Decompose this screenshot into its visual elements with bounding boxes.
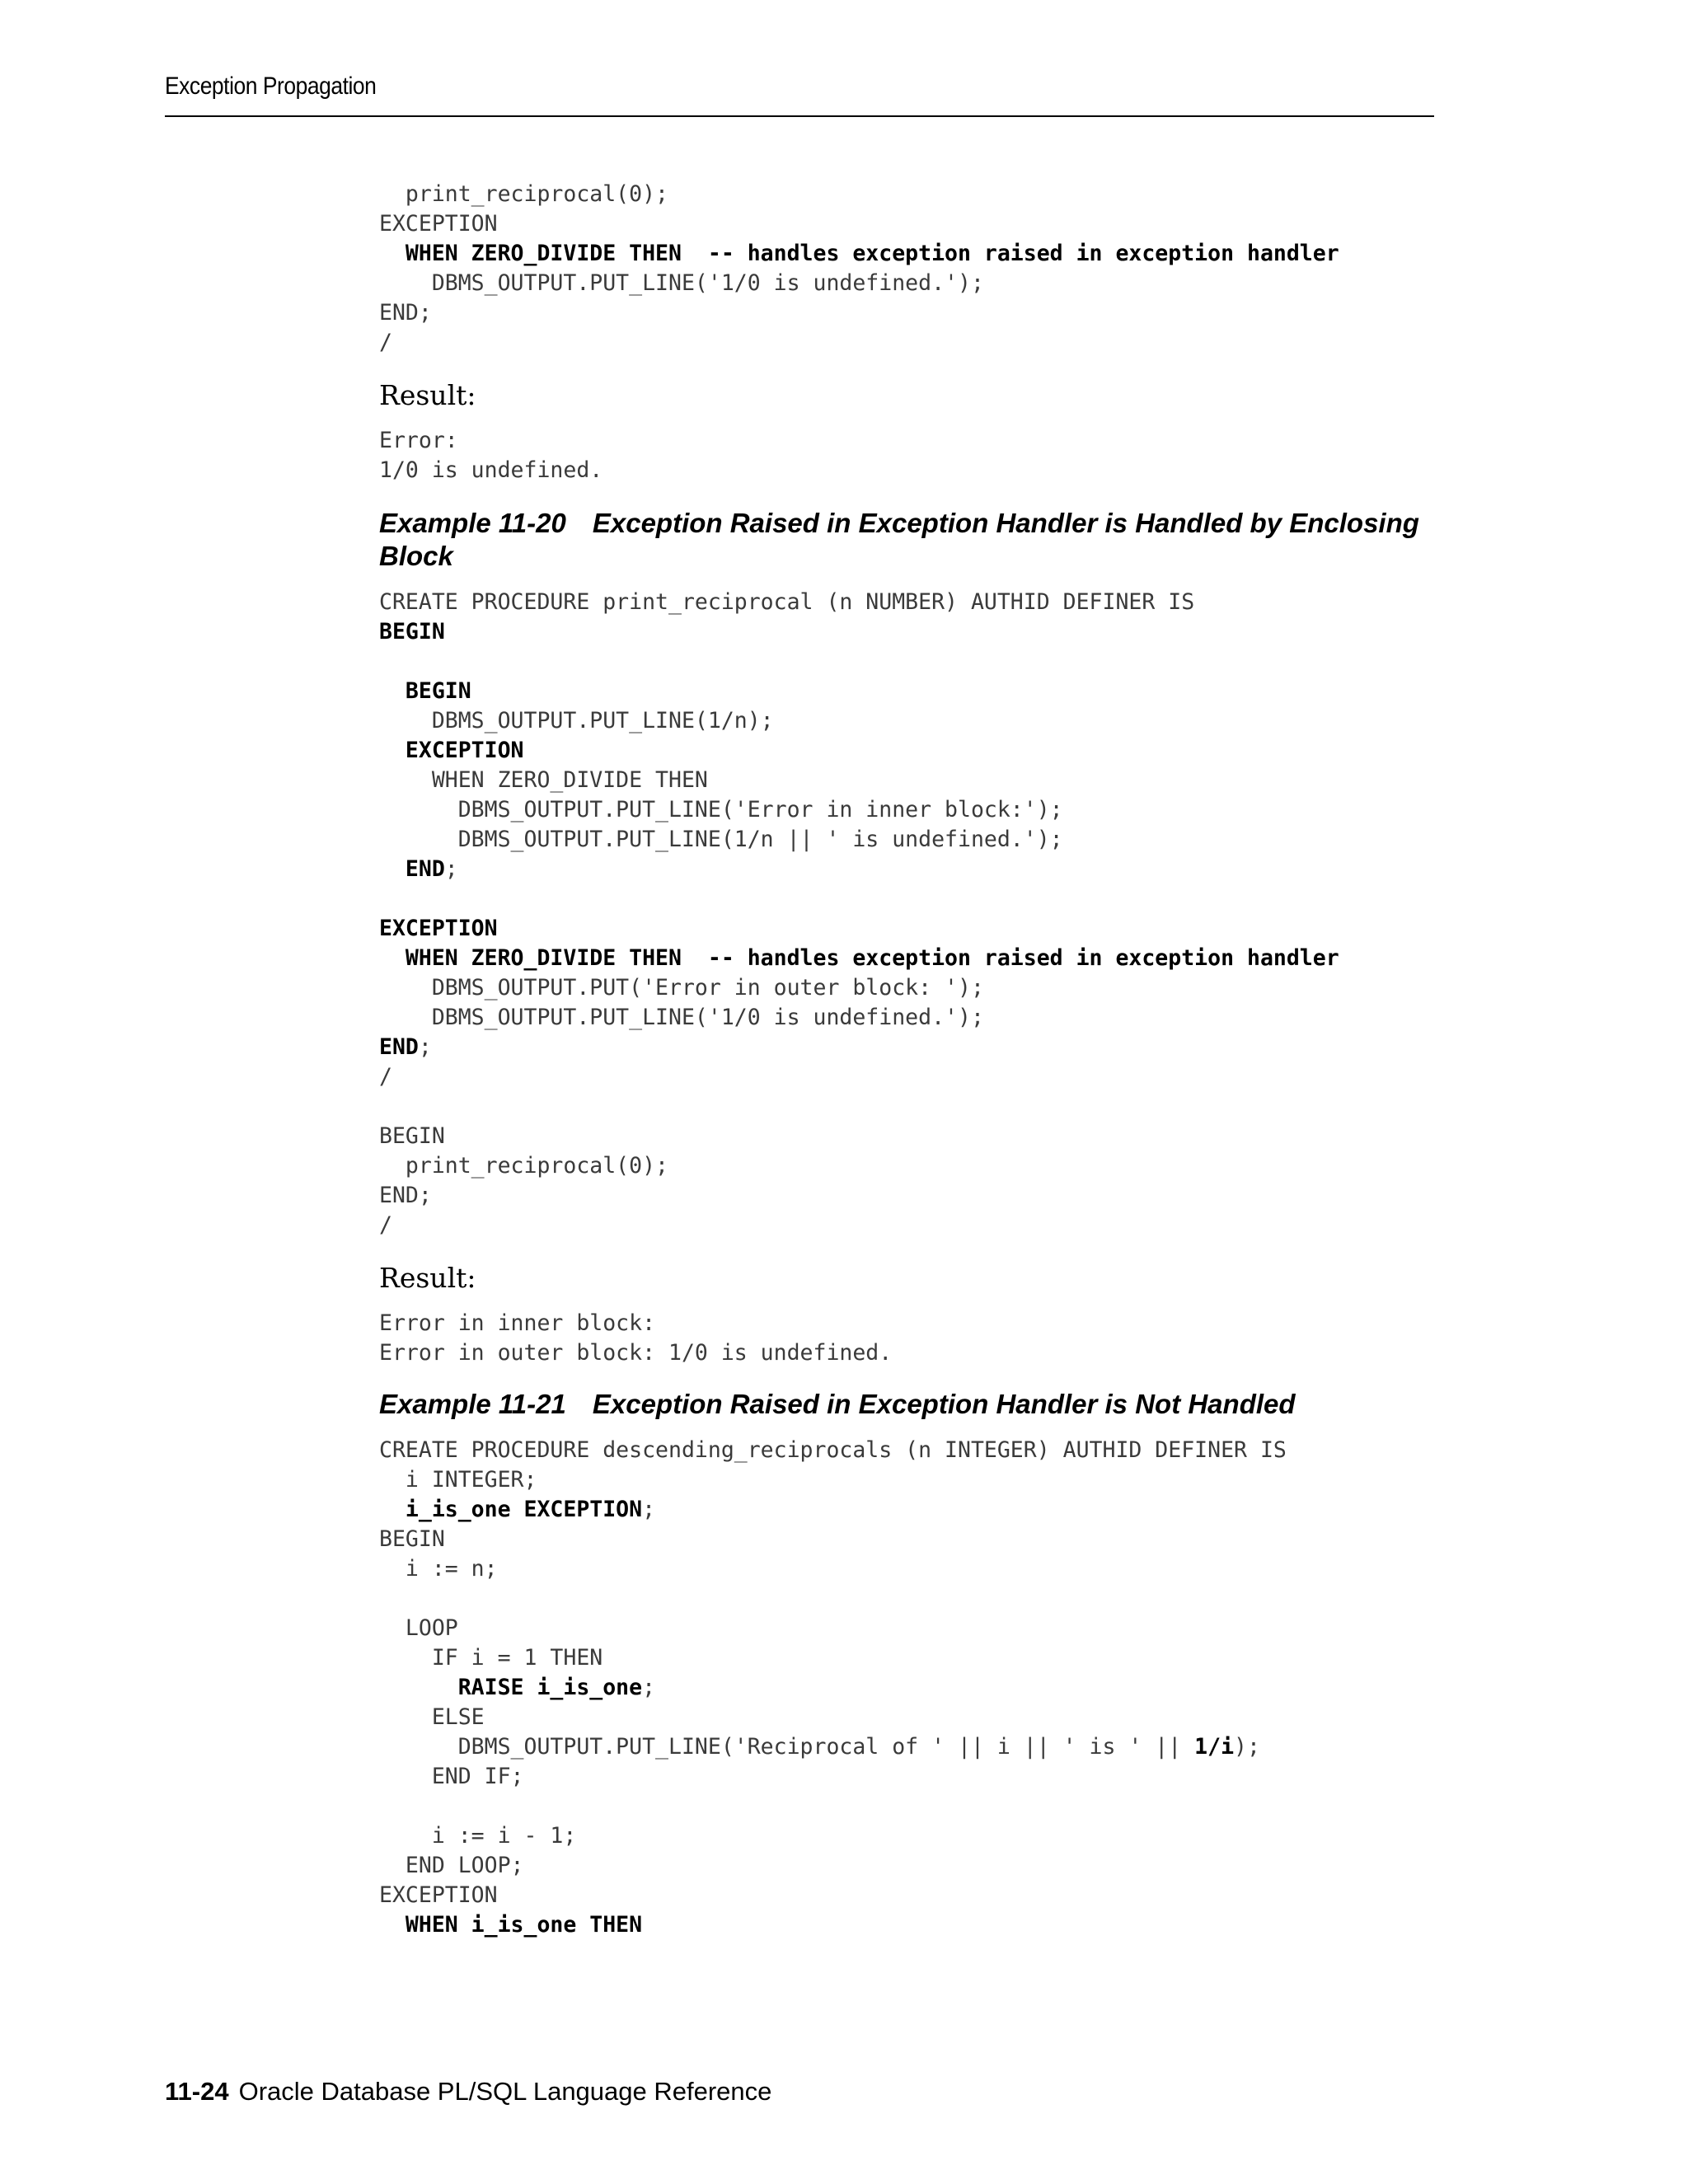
- code-block-continuation: [379, 180, 1442, 358]
- example-caption: Exception Raised in Exception Handler is Not Handled: [592, 1389, 1296, 1419]
- code-line: [379, 1003, 1442, 1033]
- code-text: BEGIN: [379, 1526, 445, 1552]
- code-line: [379, 239, 1442, 269]
- code-line: [379, 1092, 1442, 1122]
- code-text: ;: [642, 1675, 656, 1700]
- code-text-bold: END: [379, 856, 445, 882]
- code-line: [379, 209, 1442, 239]
- code-line: [379, 677, 1442, 706]
- code-line: [379, 647, 1442, 677]
- code-line: [379, 1525, 1442, 1554]
- code-line: [379, 1062, 1442, 1092]
- code-line: [379, 456, 1442, 485]
- code-line: [379, 1033, 1442, 1062]
- code-line: [379, 1762, 1442, 1792]
- code-text: DBMS_OUTPUT.PUT_LINE(1/n || ' is undefined.');: [379, 827, 1063, 852]
- code-text: i := i - 1;: [379, 1823, 577, 1849]
- code-text: ;: [642, 1497, 656, 1522]
- example-11-20-title: [379, 507, 1442, 573]
- page-number: 11-24: [165, 2077, 229, 2106]
- code-text-bold: END: [379, 1034, 419, 1060]
- code-text: EXCEPTION: [379, 211, 498, 237]
- example-11-21-title: [379, 1388, 1442, 1421]
- code-text: 1/0 is undefined.: [379, 457, 603, 483]
- code-line: [379, 1821, 1442, 1851]
- code-block-example-11-20: [379, 588, 1442, 1240]
- code-text-bold: WHEN ZERO_DIVIDE THEN -- handles exception raised in exception handler: [379, 945, 1339, 971]
- page-content: [379, 180, 1442, 1940]
- code-text: CREATE PROCEDURE print_reciprocal (n NUMBER) AUTHID DEFINER IS: [379, 589, 1195, 615]
- code-line: [379, 1436, 1442, 1465]
- code-text-bold: WHEN i_is_one THEN: [379, 1912, 643, 1938]
- code-line: [379, 617, 1442, 647]
- code-text: ;: [444, 856, 458, 882]
- code-text: DBMS_OUTPUT.PUT_LINE('1/0 is undefined.');: [379, 1005, 984, 1030]
- code-line: [379, 944, 1442, 973]
- code-line: [379, 1732, 1442, 1762]
- code-line: [379, 766, 1442, 795]
- code-text: /: [379, 1064, 392, 1090]
- code-text: DBMS_OUTPUT.PUT_LINE(1/n);: [379, 708, 774, 733]
- code-line: [379, 1792, 1442, 1821]
- code-line: [379, 1673, 1442, 1703]
- code-line: [379, 1211, 1442, 1240]
- code-text: END;: [379, 300, 432, 326]
- code-text: END;: [379, 1183, 432, 1208]
- header-rule: [165, 115, 1434, 117]
- code-line: [379, 1122, 1442, 1151]
- code-text: /: [379, 1212, 392, 1238]
- code-line: [379, 973, 1442, 1003]
- code-line: [379, 1881, 1442, 1910]
- code-text: i := n;: [379, 1556, 498, 1582]
- code-line: [379, 825, 1442, 855]
- code-line: [379, 795, 1442, 825]
- example-number: Example 11-21: [379, 1389, 566, 1419]
- code-text-bold: BEGIN: [379, 678, 471, 704]
- code-line: [379, 1181, 1442, 1211]
- code-text-bold: BEGIN: [379, 619, 445, 644]
- code-block-example-11-21: [379, 1436, 1442, 1940]
- code-text-bold: WHEN ZERO_DIVIDE THEN -- handles exception raised in exception handler: [379, 241, 1339, 266]
- code-line: [379, 1910, 1442, 1940]
- result-label: Result:: [379, 379, 476, 411]
- code-line: [379, 298, 1442, 328]
- code-text: LOOP: [379, 1615, 458, 1641]
- code-line: [379, 180, 1442, 209]
- code-text: ELSE: [379, 1704, 485, 1730]
- code-text: print_reciprocal(0);: [379, 181, 668, 207]
- code-text: DBMS_OUTPUT.PUT_LINE('Reciprocal of ' || i || ' is ' ||: [379, 1734, 1195, 1760]
- code-line: [379, 736, 1442, 766]
- example-number: Example 11-20: [379, 508, 566, 538]
- code-line: [379, 1584, 1442, 1614]
- running-header-title: Exception Propagation: [165, 73, 377, 100]
- code-text: /: [379, 330, 392, 355]
- result-label: Result:: [379, 1262, 476, 1294]
- code-line: [379, 914, 1442, 944]
- code-text-bold: i_is_one EXCEPTION: [379, 1497, 643, 1522]
- code-text: DBMS_OUTPUT.PUT_LINE('Error in inner block:');: [379, 797, 1063, 823]
- page-footer: [165, 2077, 771, 2107]
- code-text-bold: RAISE i_is_one: [379, 1675, 643, 1700]
- code-text: EXCEPTION: [379, 1882, 498, 1908]
- code-line: [379, 1614, 1442, 1643]
- code-text-bold: 1/i: [1194, 1734, 1235, 1760]
- code-line: [379, 1151, 1442, 1181]
- code-text: IF i = 1 THEN: [379, 1645, 603, 1671]
- code-text: DBMS_OUTPUT.PUT('Error in outer block: ');: [379, 975, 984, 1001]
- code-line: [379, 1309, 1442, 1338]
- code-text: CREATE PROCEDURE descending_reciprocals (n INTEGER) AUTHID DEFINER IS: [379, 1437, 1287, 1463]
- code-line: [379, 328, 1442, 358]
- code-text: i INTEGER;: [379, 1467, 537, 1493]
- code-line: [379, 269, 1442, 298]
- code-line: [379, 1643, 1442, 1673]
- code-line: [379, 884, 1442, 914]
- code-line: [379, 1338, 1442, 1368]
- book-title: Oracle Database PL/SQL Language Reference: [238, 2077, 772, 2106]
- code-line: [379, 1495, 1442, 1525]
- code-line: [379, 1465, 1442, 1495]
- code-line: [379, 1851, 1442, 1881]
- result-output: [379, 1309, 1442, 1368]
- code-text: print_reciprocal(0);: [379, 1153, 668, 1179]
- code-text-bold: EXCEPTION: [379, 916, 498, 941]
- code-text: DBMS_OUTPUT.PUT_LINE('1/0 is undefined.');: [379, 270, 984, 296]
- code-line: [379, 706, 1442, 736]
- code-text: Error in inner block:: [379, 1310, 656, 1336]
- code-text: WHEN ZERO_DIVIDE THEN: [379, 767, 708, 793]
- code-line: [379, 1703, 1442, 1732]
- code-line: [379, 588, 1442, 617]
- code-text: Error:: [379, 428, 458, 453]
- code-line: [379, 855, 1442, 884]
- result-output: [379, 426, 1442, 485]
- example-caption: Exception Raised in Exception Handler is Handled by Enclosing Block: [379, 508, 1419, 571]
- code-text-bold: EXCEPTION: [379, 738, 524, 763]
- code-text: );: [1234, 1734, 1260, 1760]
- code-line: [379, 1554, 1442, 1584]
- code-text: ;: [418, 1034, 432, 1060]
- code-text: BEGIN: [379, 1123, 445, 1149]
- code-text: Error in outer block: 1/0 is undefined.: [379, 1340, 893, 1366]
- code-text: END LOOP;: [379, 1853, 524, 1878]
- code-line: [379, 426, 1442, 456]
- code-text: END IF;: [379, 1764, 524, 1789]
